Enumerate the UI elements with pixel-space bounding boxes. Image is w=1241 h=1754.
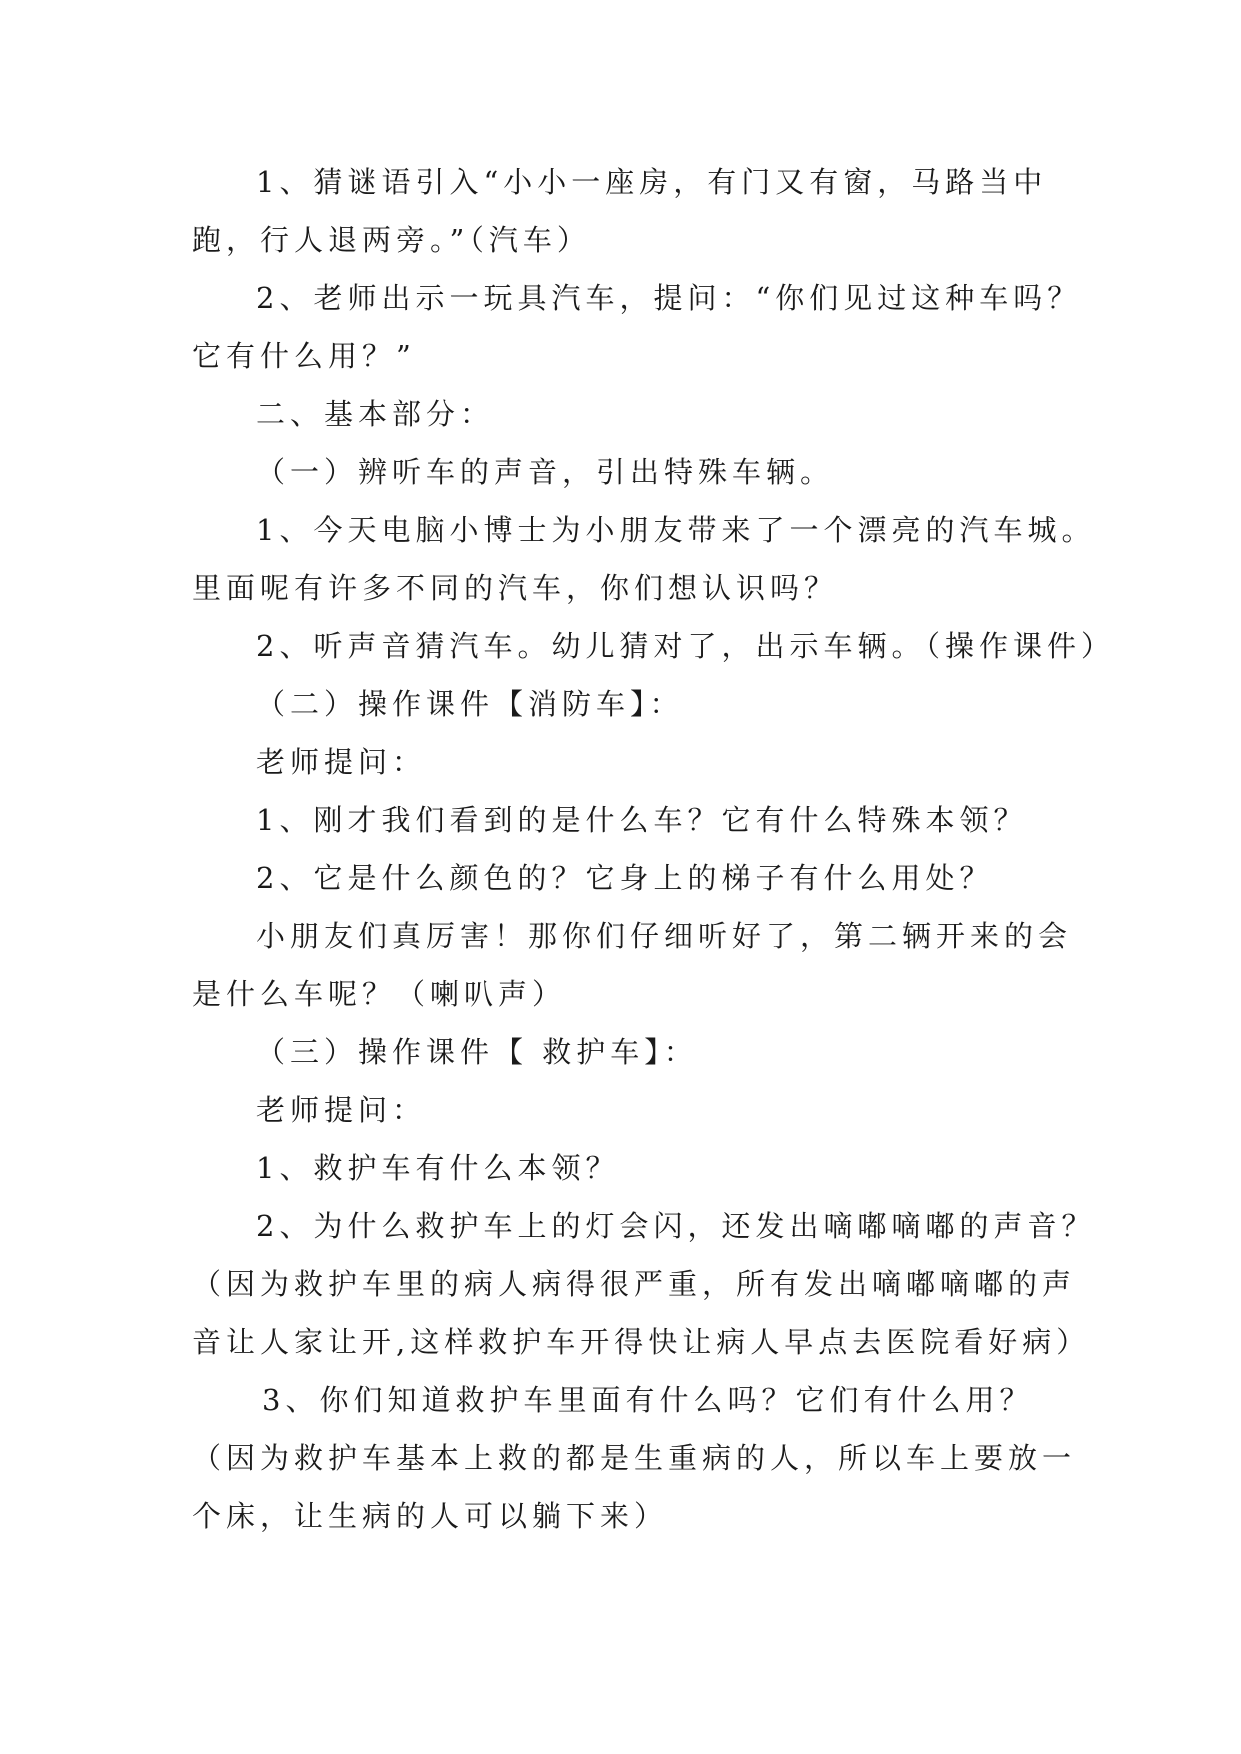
section-heading: 二、基本部分：: [256, 397, 495, 431]
text-line: 它有什么用？”: [192, 339, 416, 373]
text-line: 老师提问：: [256, 1093, 427, 1127]
text-line: （因为救护车里的病人病得很严重，所有发出嘀嘟嘀嘟的声: [192, 1267, 1077, 1301]
text-line: 音让人家让开,这样救护车开得快让病人早点去医院看好病）: [192, 1325, 1091, 1359]
text-line: 1、救护车有什么本领？: [256, 1151, 620, 1185]
subsection-heading: （二）操作课件【消防车】：: [256, 687, 684, 721]
text-line: 小朋友们真厉害！那你们仔细听好了，第二辆开来的会: [256, 919, 1073, 953]
subsection-heading: （三）操作课件【 救护车】：: [256, 1035, 698, 1069]
text-line: 1、今天电脑小博士为小朋友带来了一个漂亮的汽车城。: [256, 513, 1096, 547]
text-line: （因为救护车基本上救的都是生重病的人，所以车上要放一: [192, 1441, 1077, 1475]
text-line: 2、老师出示一玩具汽车，提问：“你们见过这种车吗？: [256, 281, 1082, 315]
text-line: 里面呢有许多不同的汽车，你们想认识吗？: [192, 571, 839, 605]
text-line: 3、你们知道救护车里面有什么吗？它们有什么用？: [262, 1383, 1034, 1417]
text-line: 2、听声音猜汽车。幼儿猜对了，出示车辆。（操作课件）: [256, 629, 1115, 663]
text-line: 1、猜谜语引入“小小一座房，有门又有窗，马路当中: [256, 165, 1048, 199]
text-line: 是什么车呢？（喇叭声）: [192, 977, 567, 1011]
text-line: 老师提问：: [256, 745, 427, 779]
text-line: 跑，行人退两旁。”（汽车）: [192, 223, 591, 257]
text-line: 1、刚才我们看到的是什么车？它有什么特殊本领？: [256, 803, 1028, 837]
text-line: 个床，让生病的人可以躺下来）: [192, 1499, 669, 1533]
text-line: 2、为什么救护车上的灯会闪，还发出嘀嘟嘀嘟的声音？: [256, 1209, 1096, 1243]
subsection-heading: （一）辨听车的声音，引出特殊车辆。: [256, 455, 835, 489]
text-line: 2、它是什么颜色的？它身上的梯子有什么用处？: [256, 861, 994, 895]
